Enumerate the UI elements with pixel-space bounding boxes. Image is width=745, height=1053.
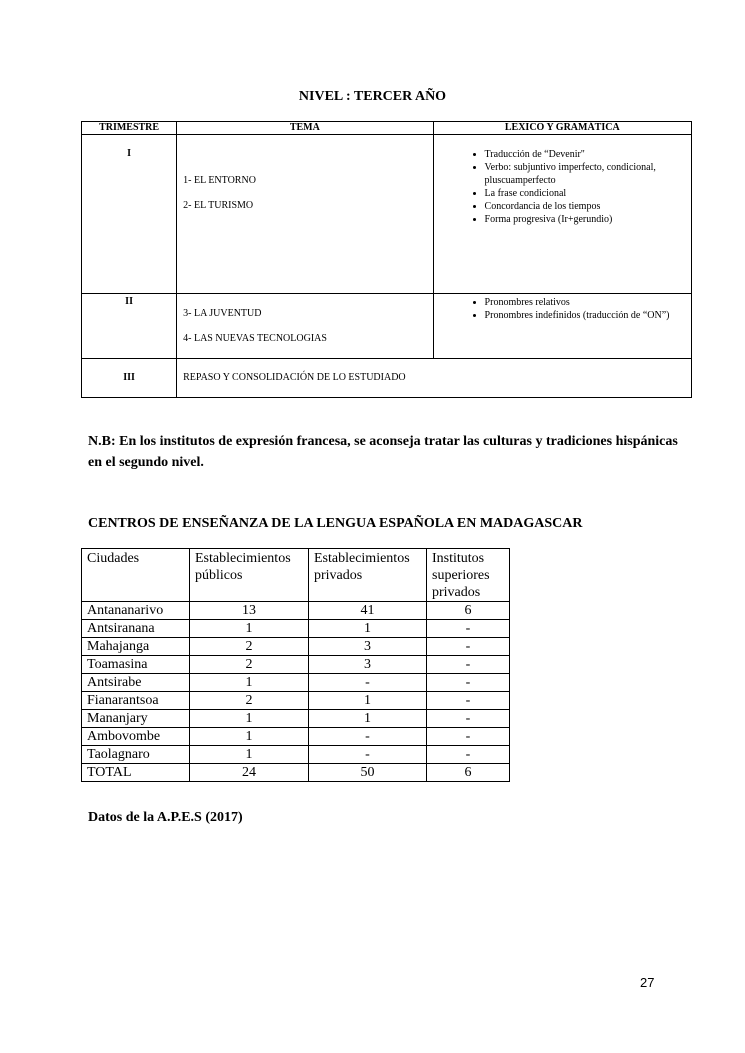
count-cell: 1 bbox=[190, 710, 309, 728]
count-cell: 13 bbox=[190, 602, 309, 620]
lexico-item: • Forma progresiva (Ir+gerundio) bbox=[485, 213, 691, 226]
page-number: 27 bbox=[640, 975, 655, 990]
tema-item: 1- EL ENTORNO bbox=[183, 175, 256, 186]
count-cell: - bbox=[427, 710, 510, 728]
trimestre-label: II bbox=[125, 296, 133, 307]
nb-note: N.B: En los institutos de expresión francesa, se aconseja tratar las culturas y tradiciones hispánicas en el segundo nivel. bbox=[88, 434, 678, 470]
table-row bbox=[82, 746, 510, 764]
tema-item: 3- LA JUVENTUD bbox=[183, 308, 262, 319]
page-title: NIVEL : TERCER AÑO bbox=[298, 89, 447, 104]
trimestre-cell bbox=[82, 135, 177, 294]
header-privados: Establecimientos privados bbox=[309, 549, 427, 602]
table-row bbox=[82, 656, 510, 674]
count-cell: - bbox=[309, 728, 427, 746]
centros-header-row bbox=[82, 549, 510, 602]
count-cell: 1 bbox=[190, 728, 309, 746]
centros-table bbox=[81, 548, 510, 782]
city-cell: TOTAL bbox=[82, 764, 190, 782]
trimestre-cell bbox=[82, 294, 177, 359]
tema-cell bbox=[177, 359, 692, 398]
count-cell: 41 bbox=[309, 602, 427, 620]
tema-item: 2- EL TURISMO bbox=[183, 200, 254, 211]
count-cell: 24 bbox=[190, 764, 309, 782]
city-cell: Fianarantsoa bbox=[82, 692, 190, 710]
city-cell: Antsirabe bbox=[82, 674, 190, 692]
tema-item: 4- LAS NUEVAS TECNOLOGIAS bbox=[183, 333, 327, 344]
header-publicos: Establecimientos públicos bbox=[190, 549, 309, 602]
count-cell: 2 bbox=[190, 638, 309, 656]
header-lexico: LEXICO Y GRAMÁTICA bbox=[433, 122, 691, 135]
header-institutos: Institutos superiores privados bbox=[427, 549, 510, 602]
city-cell: Mananjary bbox=[82, 710, 190, 728]
count-cell: 50 bbox=[309, 764, 427, 782]
trimestre-label: I bbox=[127, 148, 132, 159]
count-cell: 3 bbox=[309, 656, 427, 674]
city-cell: Toamasina bbox=[82, 656, 190, 674]
header-trimestre: TRIMESTRE bbox=[82, 122, 177, 135]
curriculum-row bbox=[82, 135, 692, 294]
tema-cell bbox=[177, 294, 433, 359]
table-row bbox=[82, 728, 510, 746]
table-row bbox=[82, 710, 510, 728]
table-row bbox=[82, 602, 510, 620]
curriculum-row bbox=[82, 359, 692, 398]
city-cell: Antananarivo bbox=[82, 602, 190, 620]
lexico-list bbox=[434, 148, 691, 226]
table-row bbox=[82, 638, 510, 656]
count-cell: 1 bbox=[190, 746, 309, 764]
header-tema: TEMA bbox=[177, 122, 433, 135]
city-cell: Antsiranana bbox=[82, 620, 190, 638]
lexico-item: • Concordancia de los tiempos bbox=[485, 200, 691, 213]
lexico-item: • Pronombres relativos bbox=[485, 296, 691, 309]
count-cell: - bbox=[309, 674, 427, 692]
lexico-item: • Pronombres indefinidos (traducción de “ON”) bbox=[485, 309, 691, 322]
count-cell: 3 bbox=[309, 638, 427, 656]
trimestre-cell bbox=[82, 359, 177, 398]
data-source: Datos de la A.P.E.S (2017) bbox=[88, 810, 243, 825]
count-cell: 1 bbox=[190, 620, 309, 638]
lexico-item: • Traducción de “Devenir" bbox=[485, 148, 691, 161]
count-cell: 1 bbox=[309, 692, 427, 710]
header-ciudades: Ciudades bbox=[82, 549, 190, 602]
count-cell: 2 bbox=[190, 692, 309, 710]
count-cell: 6 bbox=[427, 764, 510, 782]
table-row bbox=[82, 692, 510, 710]
count-cell: - bbox=[427, 674, 510, 692]
lexico-cell bbox=[433, 294, 691, 359]
count-cell: 2 bbox=[190, 656, 309, 674]
count-cell: - bbox=[427, 692, 510, 710]
count-cell: - bbox=[427, 620, 510, 638]
city-cell: Mahajanga bbox=[82, 638, 190, 656]
curriculum-table bbox=[81, 121, 692, 398]
count-cell: 6 bbox=[427, 602, 510, 620]
lexico-list bbox=[434, 296, 691, 322]
count-cell: - bbox=[427, 728, 510, 746]
count-cell: - bbox=[309, 746, 427, 764]
table-row bbox=[82, 620, 510, 638]
tema-cell bbox=[177, 135, 433, 294]
table-row bbox=[82, 764, 510, 782]
section-title: CENTROS DE ENSEÑANZA DE LA LENGUA ESPAÑOLA EN MADAGASCAR bbox=[88, 516, 583, 531]
curriculum-row bbox=[82, 294, 692, 359]
lexico-cell bbox=[433, 135, 691, 294]
lexico-item: • La frase condicional bbox=[485, 187, 691, 200]
count-cell: - bbox=[427, 638, 510, 656]
count-cell: - bbox=[427, 746, 510, 764]
lexico-item: • Verbo: subjuntivo imperfecto, condicional, pluscuamperfecto bbox=[485, 161, 691, 187]
city-cell: Taolagnaro bbox=[82, 746, 190, 764]
curriculum-header-row bbox=[82, 122, 692, 135]
count-cell: 1 bbox=[190, 674, 309, 692]
city-cell: Ambovombe bbox=[82, 728, 190, 746]
count-cell: - bbox=[427, 656, 510, 674]
count-cell: 1 bbox=[309, 710, 427, 728]
count-cell: 1 bbox=[309, 620, 427, 638]
trimestre-label: III bbox=[123, 372, 135, 383]
tema-item: REPASO Y CONSOLIDACIÓN DE LO ESTUDIADO bbox=[183, 372, 406, 383]
table-row bbox=[82, 674, 510, 692]
